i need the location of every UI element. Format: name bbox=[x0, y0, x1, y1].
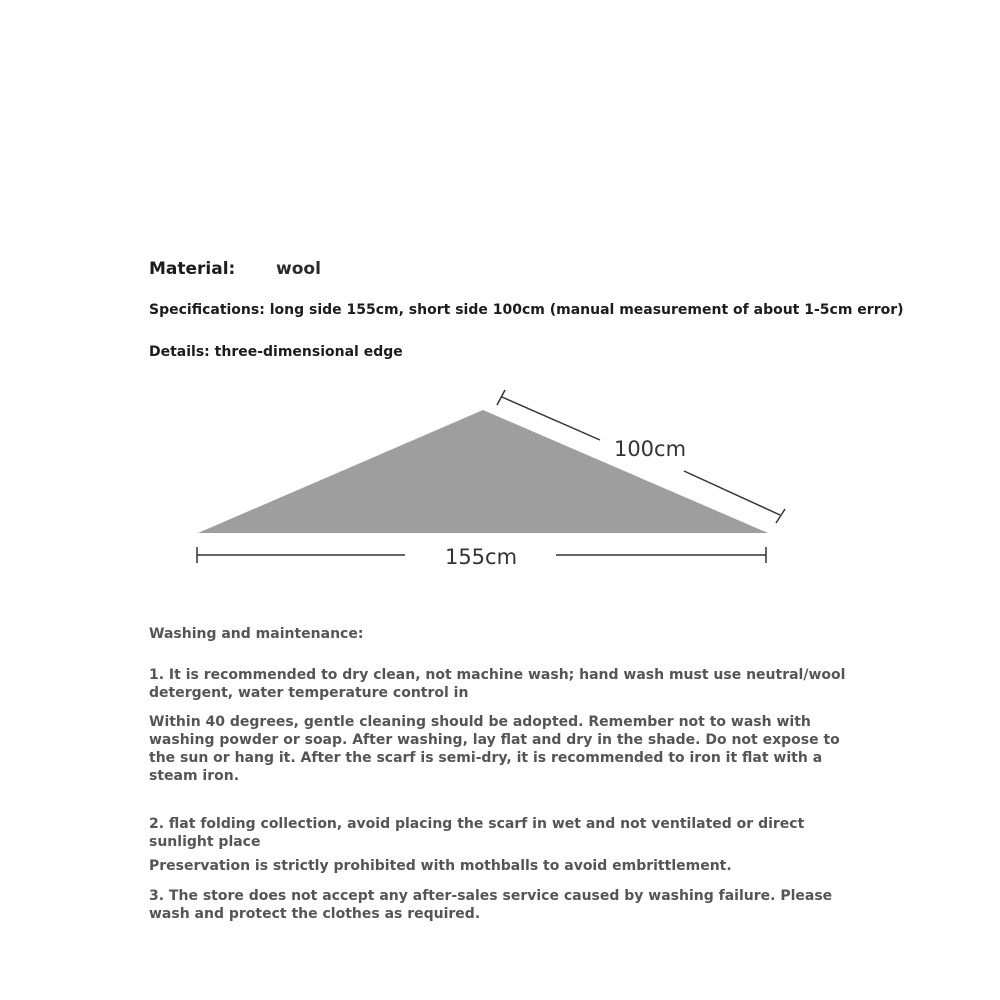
care-item-2-continued: Preservation is strictly prohibited with mothballs to avoid embrittlement. bbox=[149, 858, 732, 874]
material-value: wool bbox=[276, 259, 321, 279]
long-side-dimension bbox=[197, 545, 766, 569]
care-item-3: 3. The store does not accept any after-sales service caused by washing failure. Please wash and protect the clothes as required. bbox=[149, 888, 833, 922]
long-side-label: 155cm bbox=[444, 545, 518, 569]
care-item-1: 1. It is recommended to dry clean, not machine wash; hand wash must use neutral/wool detergent, water temperature control in bbox=[149, 667, 846, 701]
short-side-label: 100cm bbox=[613, 437, 687, 461]
washing-heading: Washing and maintenance: bbox=[149, 626, 364, 642]
details-text: Details: three-dimensional edge bbox=[149, 344, 403, 360]
specifications-text: Specifications: long side 155cm, short side 100cm (manual measurement of about 1-5cm error) bbox=[149, 302, 904, 318]
scarf-triangle-shape bbox=[198, 410, 768, 533]
care-item-1-continued: Within 40 degrees, gentle cleaning should be adopted. Remember not to wash with washing powder or soap. After washing, lay flat and dry in the shade. Do not expose to the sun or hang it. After the scarf is semi-dry, it is recommended to iron it flat with a steam iron. bbox=[149, 714, 840, 784]
care-item-2: 2. flat folding collection, avoid placing the scarf in wet and not ventilated or direct sunlight place bbox=[149, 816, 805, 850]
material-label: Material: bbox=[149, 259, 236, 279]
